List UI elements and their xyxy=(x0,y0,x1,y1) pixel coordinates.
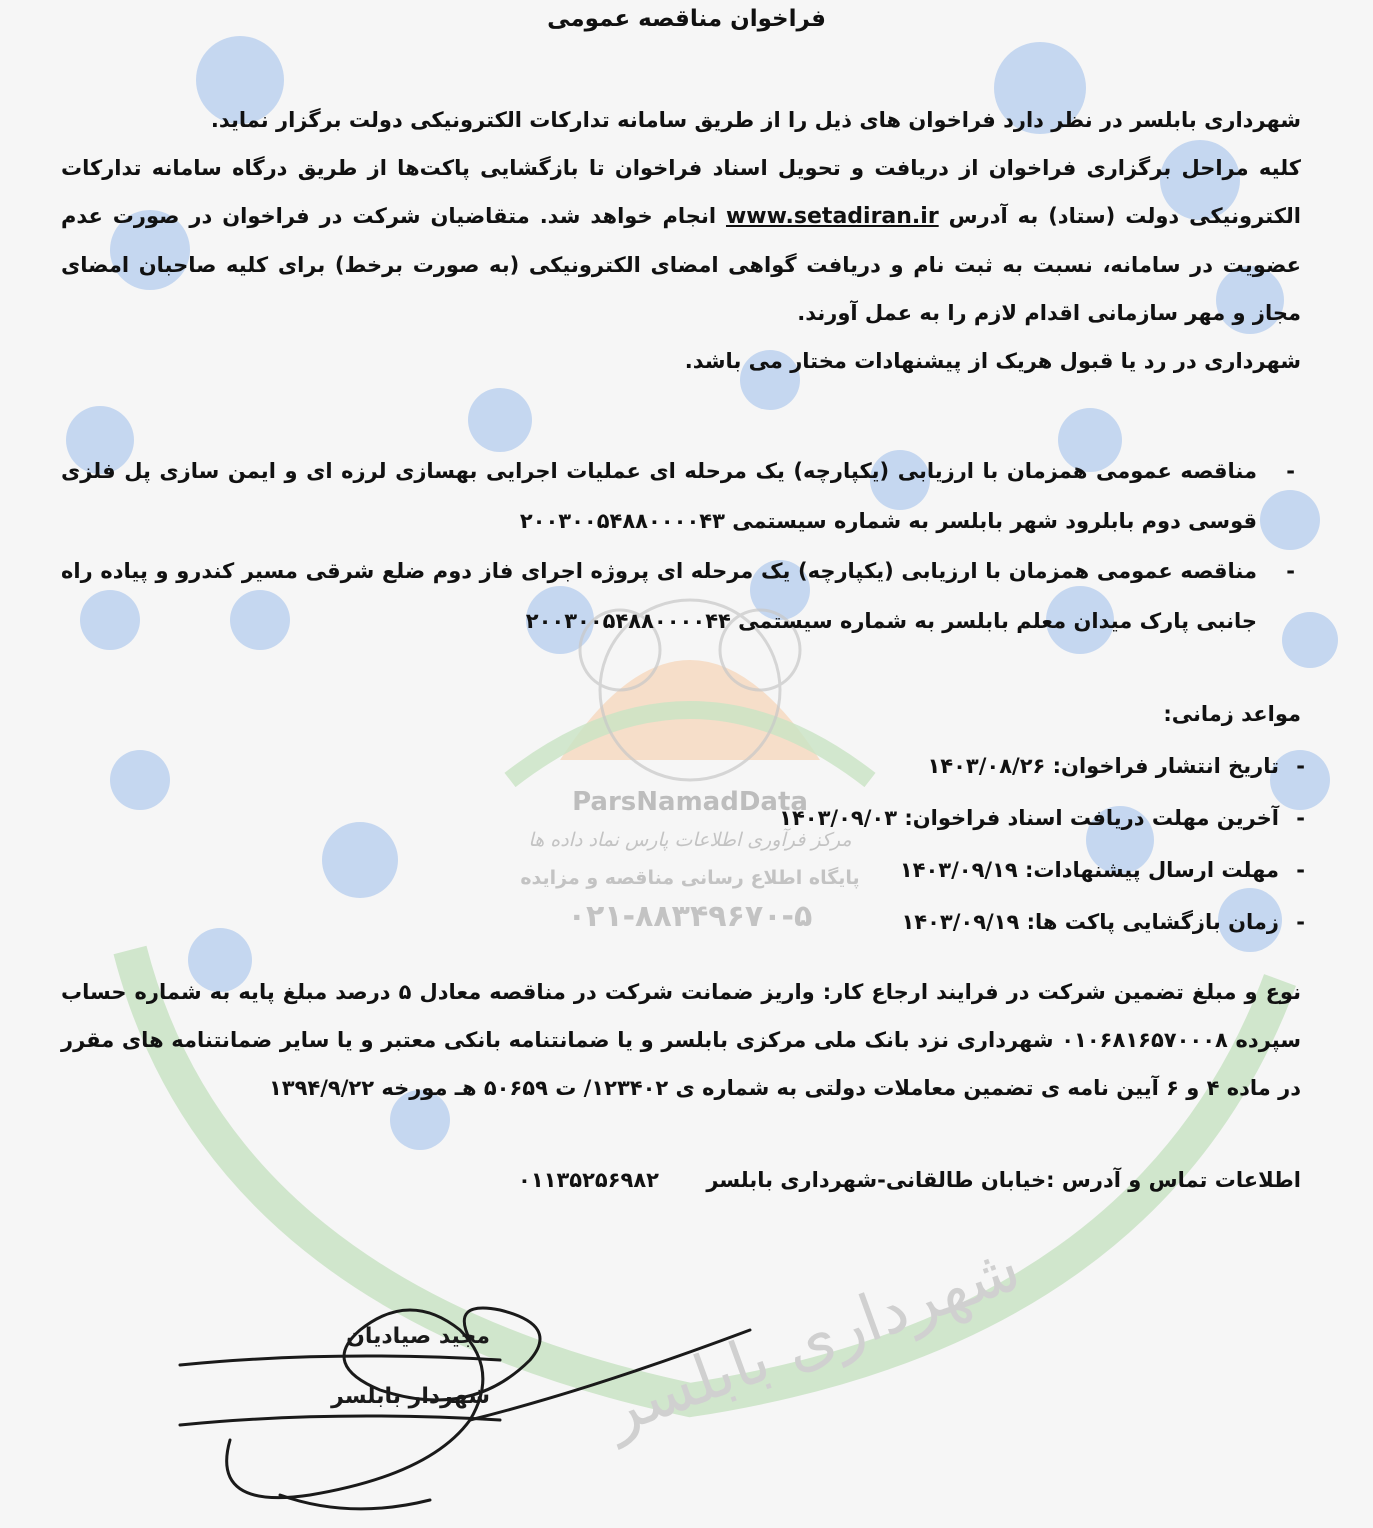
intro-before-link: کلیه مراحل برگزاری فراخوان از دریافت و تحویل اسناد فراخوان تا بازگشایی پاکت‌ها از طریق درگاه سامانه تدارکات الکترونیکی دولت (ستاد) به آدرس xyxy=(61,156,1302,228)
watermark-line1: مرکز فرآوری اطلاعات پارس نماد داده ها xyxy=(528,829,852,851)
bullet-dash: - xyxy=(1296,754,1305,778)
contact-label: اطلاعات تماس و آدرس :خیابان طالقانی-شهرداری بابلسر xyxy=(706,1168,1301,1192)
guarantee-paragraph: نوع و مبلغ تضمین شرکت در فرایند ارجاع کار: واریز ضمانت شرکت در مناقصه معادل ۵ درصد مبلغ پایه به شماره حساب سپرده ۰۱۰۶۸۱۶۵۷۰۰۰۸ شهرداری نزد بانک ملی مرکزی بابلسر و یا ضمانتنامه بانکی معتبر و یا سایر ضمانتنامه های مقرر در ماده ۴ و ۶ آیین نامه ی تضمین معاملات دولتی به شماره ی ۱۲۳۴۰۲/ ت ۵۰۶۵۹ هـ مورخه ۱۳۹۴/۹/۲۲ xyxy=(61,980,1302,1100)
contact-line xyxy=(61,1156,1301,1204)
signature-block xyxy=(170,1270,790,1520)
watermark-brand: ParsNamadData xyxy=(572,787,808,817)
tender-list xyxy=(61,446,1301,646)
intro-section xyxy=(61,96,1301,385)
deadline-label: تاریخ انتشار فراخوان: xyxy=(1052,754,1279,778)
watermark-seal: شهرداری بابلسر xyxy=(595,1231,1030,1450)
list-item xyxy=(61,546,1301,646)
bullet-dash: - xyxy=(1296,910,1305,934)
list-item xyxy=(61,446,1301,546)
deadline-label: آخرین مهلت دریافت اسناد فراخوان: xyxy=(904,806,1279,830)
intro-procedure xyxy=(61,144,1301,337)
deadline-value: ۱۴۰۳/۰۸/۲۶ xyxy=(927,754,1046,778)
signature-role: شهردار بابلسر xyxy=(331,1384,490,1409)
watermark-line2: پایگاه اطلاع رسانی مناقصه و مزایده xyxy=(520,867,860,889)
tender-text: مناقصه عمومی همزمان با ارزیابی (یکپارچه) یک مرحله ای پروژه اجرای فاز دوم ضلع شرقی مسیر کندرو و پیاده راه جانبی پارک میدان معلم بابلسر به شماره سیستمی ۲۰۰۳۰۰۵۴۸۸۰۰۰۰۴۴ xyxy=(61,559,1257,633)
deadline-row xyxy=(61,896,1305,948)
page-title: فراخوان مناقصه عمومی xyxy=(547,6,826,32)
intro-line: شهرداری بابلسر در نظر دارد فراخوان های ذیل را از طریق سامانه تدارکات الکترونیکی دولت برگزار نماید. xyxy=(210,108,1301,132)
setad-link[interactable]: www.setadiran.ir xyxy=(725,204,939,229)
deadline-row xyxy=(61,844,1305,896)
bullet-dash: - xyxy=(1296,806,1305,830)
deadline-label: مهلت ارسال پیشنهادات: xyxy=(1025,858,1279,882)
deadline-value: ۱۴۰۳/۰۹/۱۹ xyxy=(901,910,1020,934)
contact-phone: ۰۱۱۳۵۲۵۶۹۸۲ xyxy=(518,1168,659,1192)
bullet-dash: - xyxy=(1296,858,1305,882)
deadline-row xyxy=(61,740,1305,792)
deadline-row xyxy=(61,792,1305,844)
signature-name: مجید صیادیان xyxy=(346,1324,490,1349)
deadlines-heading: مواعد زمانی: xyxy=(1163,702,1301,726)
bullet-dash: - xyxy=(1286,559,1295,583)
intro-after-link: انجام خواهد شد. متقاضیان شرکت در فراخوان در صورت عدم عضویت در سامانه، نسبت به ثبت نام و دریافت گواهی امضای الکترونیکی (به صورت برخط) برای کلیه صاحبان امضای مجاز و مهر سازمانی اقدام لازم را به عمل آورند. xyxy=(61,204,1301,325)
intro-reject-line: شهرداری در رد یا قبول هریک از پیشنهادات مختار می باشد. xyxy=(684,349,1301,373)
deadline-label: زمان بازگشایی پاکت ها: xyxy=(1026,910,1279,934)
deadline-value: ۱۴۰۳/۰۹/۰۳ xyxy=(779,806,898,830)
bullet-dash: - xyxy=(1286,459,1295,483)
deadlines-section xyxy=(61,688,1305,948)
tender-text: مناقصه عمومی همزمان با ارزیابی (یکپارچه) یک مرحله ای عملیات اجرایی بهسازی لرزه ای و ایمن سازی پل فلزی قوسی دوم بابلرود شهر بابلسر به شماره سیستمی ۲۰۰۳۰۰۵۴۸۸۰۰۰۰۴۳ xyxy=(61,459,1257,533)
deadline-value: ۱۴۰۳/۰۹/۱۹ xyxy=(899,858,1018,882)
watermark-phone: ۰۲۱-۸۸۳۴۹۶۷۰-۵ xyxy=(567,899,813,934)
